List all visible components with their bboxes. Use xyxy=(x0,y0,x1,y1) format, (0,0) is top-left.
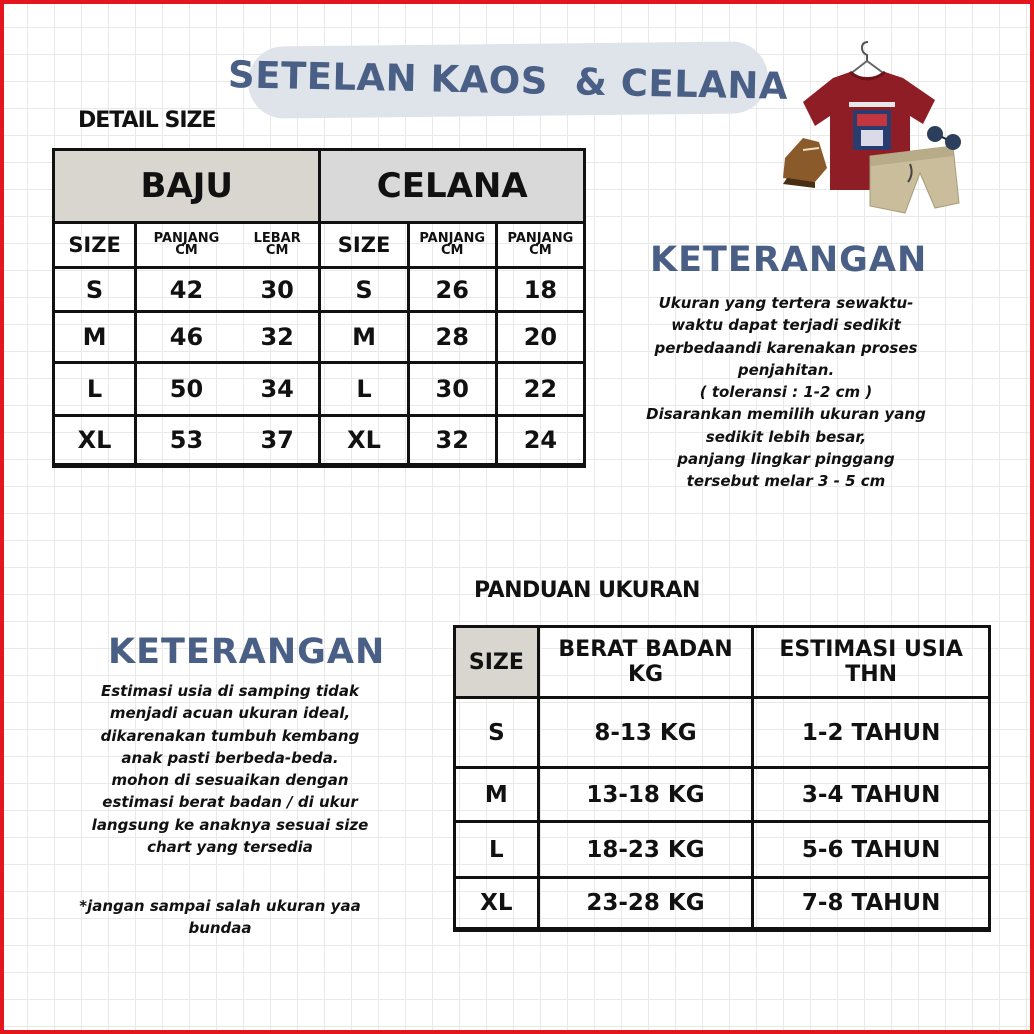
table-row xyxy=(54,312,585,363)
cell-berat: 18-23 KG xyxy=(538,822,753,878)
header-baju-lebar: LEBAR CM xyxy=(236,223,320,268)
cell-berat: 8-13 KG xyxy=(538,698,753,768)
header-berat-badan: BERAT BADAN KG xyxy=(538,627,753,698)
title-banner xyxy=(227,41,789,118)
cell-size: XL xyxy=(54,416,136,466)
cell-baju-lebar: 34 xyxy=(236,363,320,416)
cell-celana-size: M xyxy=(320,312,408,363)
header-size: SIZE xyxy=(455,627,539,698)
keterangan-title: KETERANGAN xyxy=(650,240,928,280)
header-celana-panjang-2: PANJANG CM xyxy=(496,223,584,268)
cell-celana-size: S xyxy=(320,268,408,312)
cell-usia: 1-2 TAHUN xyxy=(753,698,990,768)
sunglasses-icon xyxy=(927,126,961,150)
cell-size: M xyxy=(54,312,136,363)
cell-size: M xyxy=(455,768,539,822)
product-photo-shorts xyxy=(870,146,959,213)
cell-baju-panjang: 46 xyxy=(136,312,236,363)
size-detail-table xyxy=(52,148,586,468)
header-baju-panjang: PANJANG CM xyxy=(136,223,236,268)
cell-size: L xyxy=(455,822,539,878)
header-celana-size: SIZE xyxy=(320,223,408,268)
table-row xyxy=(54,268,585,312)
cell-usia: 3-4 TAHUN xyxy=(753,768,990,822)
table-row xyxy=(54,363,585,416)
group-celana: CELANA xyxy=(320,150,585,223)
cell-celana-b: 22 xyxy=(496,363,584,416)
cell-baju-lebar: 37 xyxy=(236,416,320,466)
cell-size: S xyxy=(455,698,539,768)
size-table-group-row xyxy=(54,150,585,223)
cell-berat: 23-28 KG xyxy=(538,878,753,930)
keterangan-title-2: KETERANGAN xyxy=(108,632,386,672)
table-row xyxy=(455,822,990,878)
table-row xyxy=(455,878,990,930)
cell-celana-a: 26 xyxy=(408,268,496,312)
cell-baju-panjang: 42 xyxy=(136,268,236,312)
header-celana-panjang: PANJANG CM xyxy=(408,223,496,268)
keterangan-text: Ukuran yang tertera sewaktu- waktu dapat terjadi sedikit perbedaandi karenakan proses penjahitan. ( toleransi : 1-2 cm ) Disarankan memilih ukuran yang sedikit lebih besar, panjang lingkar pinggang tersebut melar 3 - 5 cm xyxy=(646,294,926,491)
cell-size: S xyxy=(54,268,136,312)
table-row xyxy=(455,698,990,768)
cell-celana-a: 32 xyxy=(408,416,496,466)
table-row xyxy=(455,768,990,822)
header-estimasi-usia: ESTIMASI USIA THN xyxy=(753,627,990,698)
cell-size: L xyxy=(54,363,136,416)
cell-usia: 5-6 TAHUN xyxy=(753,822,990,878)
boots-icon xyxy=(783,138,827,188)
cell-celana-size: L xyxy=(320,363,408,416)
cell-celana-a: 30 xyxy=(408,363,496,416)
cell-celana-b: 18 xyxy=(496,268,584,312)
cell-celana-b: 20 xyxy=(496,312,584,363)
panduan-ukuran-title: PANDUAN UKURAN xyxy=(474,578,700,603)
detail-size-label: DETAIL SIZE xyxy=(78,108,216,133)
cell-usia: 7-8 TAHUN xyxy=(753,878,990,930)
header-size: SIZE xyxy=(54,223,136,268)
cell-berat: 13-18 KG xyxy=(538,768,753,822)
size-table-header-row xyxy=(54,223,585,268)
cell-celana-b: 24 xyxy=(496,416,584,466)
guide-header-row xyxy=(455,627,990,698)
cell-baju-panjang: 53 xyxy=(136,416,236,466)
product-photo xyxy=(775,38,965,248)
size-guide-table xyxy=(453,625,991,932)
cell-baju-panjang: 50 xyxy=(136,363,236,416)
page-title: SETELAN KAOS & CELANA xyxy=(227,52,789,108)
cell-celana-size: XL xyxy=(320,416,408,466)
cell-baju-lebar: 32 xyxy=(236,312,320,363)
keterangan-note: *jangan sampai salah ukuran yaa bundaa xyxy=(79,897,361,938)
cell-size: XL xyxy=(455,878,539,930)
cell-celana-a: 28 xyxy=(408,312,496,363)
cell-baju-lebar: 30 xyxy=(236,268,320,312)
group-baju: BAJU xyxy=(54,150,320,223)
table-row xyxy=(54,416,585,466)
keterangan-text-2: Estimasi usia di samping tidak menjadi acuan ukuran ideal, dikarenakan tumbuh kembang anak pasti berbeda-beda. mohon di sesuaikan dengan estimasi berat badan / di ukur langsung ke anaknya sesuai size chart yang tersedia xyxy=(91,682,369,857)
